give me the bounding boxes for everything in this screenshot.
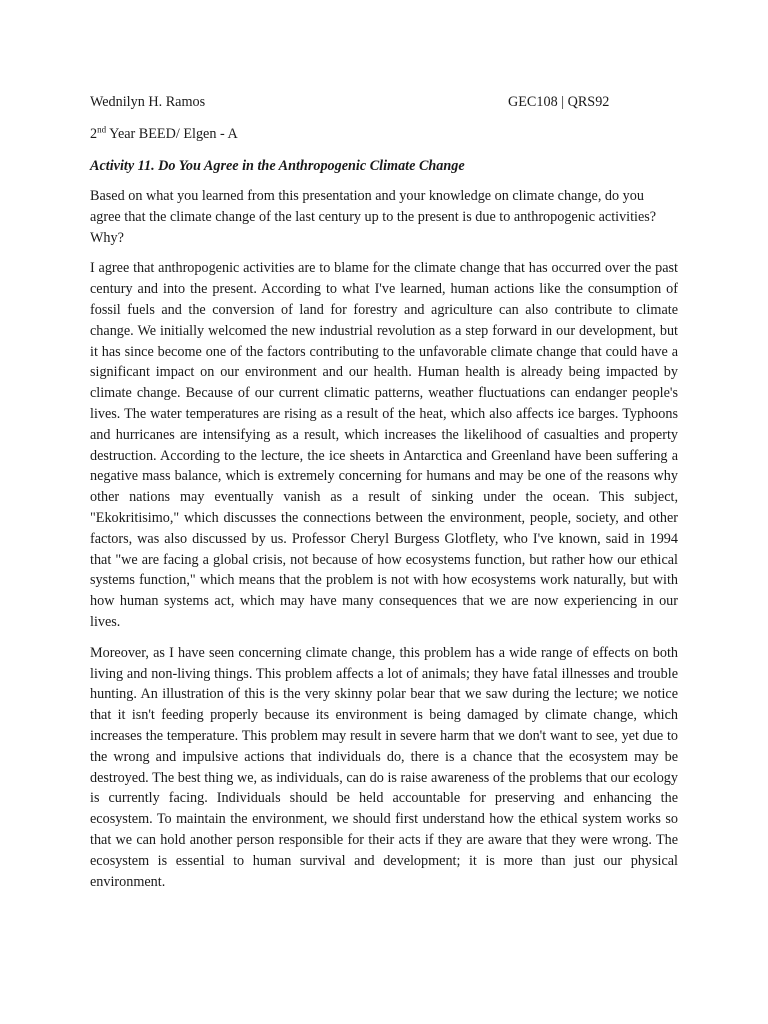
course-code: GEC108 | QRS92 xyxy=(508,94,610,110)
header-row xyxy=(90,92,678,112)
author-name: Wednilyn H. Ramos xyxy=(90,94,206,110)
answer-paragraph-2: Moreover, as I have seen concerning climate change, this problem has a wide range of effects on both living and non-living things. This problem affects a lot of animals; they have fatal illnesses and trouble hunting. An illustration of this is the very skinny polar bear that we saw during the lecture; we notice that it isn't feeding properly because its environment is being damaged by climate change, which increases the temperature. This problem may result in severe harm that we don't want to see, yet due to the wrong and impulsive actions that individuals do, there is a chance that the ecosystem may be destroyed. The best thing we, as individuals, can do is raise awareness of the problems that our ecology is currently facing. Individuals should be held accountable for preserving and enhancing the ecosystem. To maintain the environment, we should first understand how the ethical system works so that we can hold another person responsible for their acts if they are aware that they were wrong. The ecosystem is essential to human survival and development; it is more than just our physical environment. xyxy=(90,644,678,890)
activity-title: Activity 11. Do You Agree in the Anthropogenic Climate Change xyxy=(90,158,465,174)
question-text: Based on what you learned from this presentation and your knowledge on climate change, do you agree that the climate change of the last century up to the present is due to anthropogenic activities? Why? xyxy=(90,188,657,246)
answer-paragraph-1: I agree that anthropogenic activities are to blame for the climate change that has occurred over the past century and into the present. According to what I've learned, human actions like the consumption of fossil fuels and the conversion of land for forestry and agriculture can also contribute to climate change. We initially welcomed the new industrial revolution as a step forward in our development, but it has since become one of the factors contributing to the unfavorable climate change that could have a significant impact on our environment and our health. Human health is already being impacted by climate change. Because of our current climatic patterns, weather fluctuations can endanger people's lives. The water temperatures are rising as a result of the heat, which also affects ice barges. Typhoons and hurricanes are intensifying as a result, which increases the likelihood of casualties and property destruction. According to the lecture, the ice sheets in Antarctica and Greenland have been suffering a negative mass balance, which is extremely concerning for humans and may be one of the reasons why other nations may eventually vanish as a result of sinking under the ocean. This subject, "Ekokritisimo," which discusses the connections between the environment, people, society, and other factors, was also discussed by us. Professor Cheryl Burgess Glotflety, who I've known, said in 1994 that "we are facing a global crisis, not because of how ecosystems function, but rather how our ethical systems function," which means that the problem is not with how ecosystems work naturally, but with how human systems act, which may have many consequences that we are now experiencing in our lives. xyxy=(90,260,678,630)
year-suffix: nd xyxy=(97,124,107,135)
year-section: Year BEED/ Elgen - A xyxy=(106,126,238,142)
year-section-line xyxy=(90,124,678,144)
year-number: 2 xyxy=(90,126,98,142)
